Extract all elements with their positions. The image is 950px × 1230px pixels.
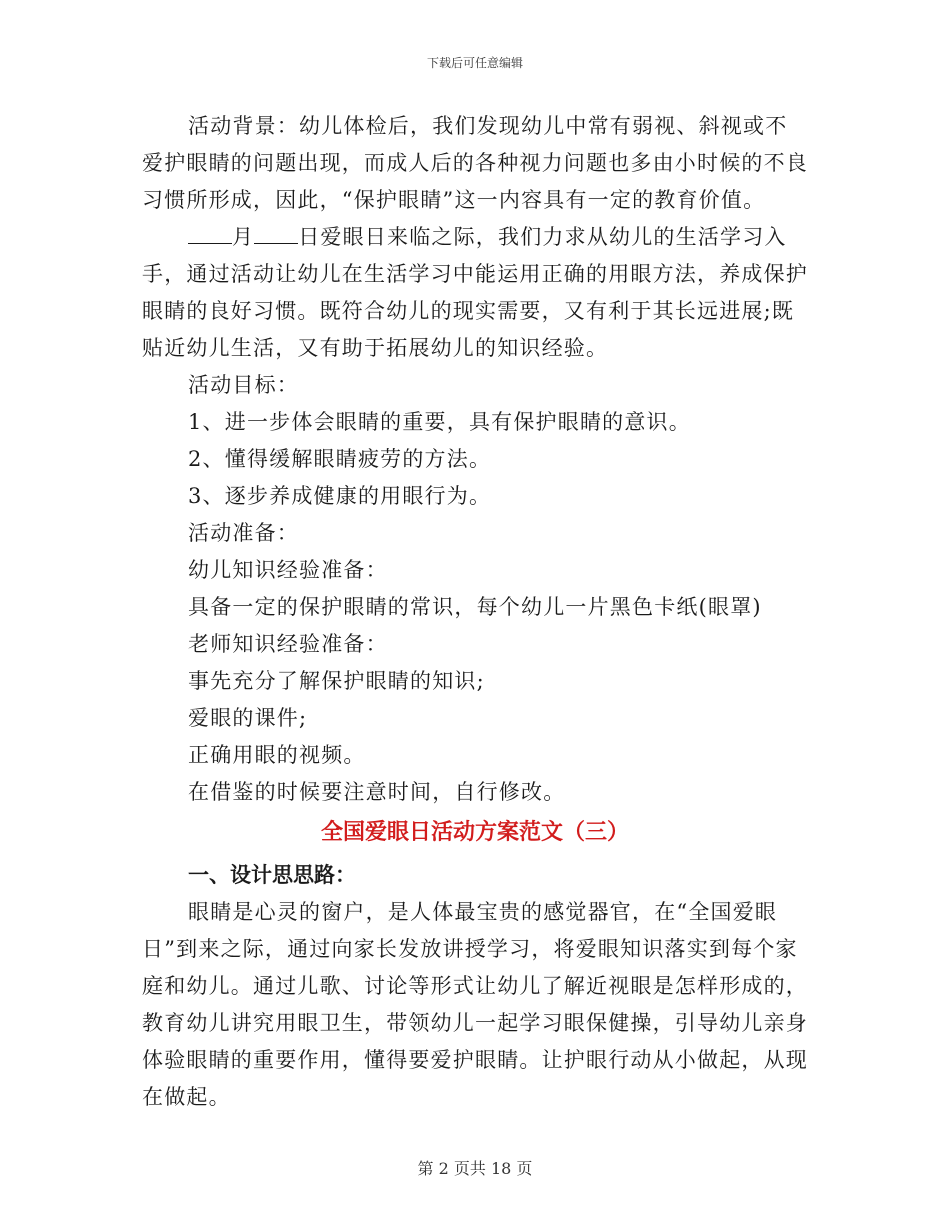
goal-item: 2、懂得缓解眼睛疲劳的方法。: [188, 447, 492, 471]
goals-label: 活动目标：: [188, 373, 299, 397]
teacher-prep-label: 老师知识经验准备：: [188, 632, 388, 656]
teacher-prep-item: 事先充分了解保护眼睛的知识;: [188, 669, 485, 693]
teacher-prep-item: 正确用眼的视频。: [188, 743, 366, 767]
child-prep-text: 具备一定的保护眼睛的常识，每个幼儿一片黑色卡纸(眼罩): [188, 595, 762, 619]
reuse-note: 在借鉴的时候要注意时间，自行修改。: [188, 780, 566, 804]
day-blank: [254, 223, 298, 244]
design-paragraph: 眼睛是心灵的窗户，是人体最宝贵的感觉器官，在“全国爱眼日”到来之际，通过向家长发放讲授学习，将爱眼知识落实到每个家庭和幼儿。通过儿歌、讨论等形式让幼儿了解近视眼是怎样形成的，教育幼儿讲究用眼卫生，带领幼儿一起学习眼保健操，引导幼儿亲身体验眼睛的重要作用，懂得要爱护眼睛。让护眼行动从小做起，从现在做起。: [142, 900, 808, 1109]
prep-label: 活动准备：: [188, 521, 299, 545]
goal-item: 3、逐步养成健康的用眼行为。: [188, 484, 492, 508]
section-title: 全国爱眼日活动方案范文（三）: [320, 820, 629, 845]
design-heading: 一、设计思思路：: [188, 863, 356, 887]
page-header-note: 下载后可任意编辑: [426, 56, 523, 70]
eye-day-paragraph: [142, 219, 808, 367]
teacher-prep-item: 爱眼的课件;: [188, 706, 308, 730]
page-footer: 第 2 页共 18 页: [417, 1159, 533, 1178]
month-label: 月: [232, 225, 255, 249]
child-prep-label: 幼儿知识经验准备：: [188, 558, 388, 582]
goal-item: 1、进一步体会眼睛的重要，具有保护眼睛的意识。: [188, 410, 691, 434]
eye-day-text: 日爱眼日来临之际，我们力求从幼儿的生活学习入手，通过活动让幼儿在生活学习中能运用正确的用眼方法，养成保护眼睛的良好习惯。既符合幼儿的现实需要，又有利于其长远进展;既贴近幼儿生活，又有助于拓展幼儿的知识经验。: [142, 225, 808, 360]
month-blank: [188, 223, 232, 244]
background-paragraph: 活动背景：幼儿体检后，我们发现幼儿中常有弱视、斜视或不爱护眼睛的问题出现，而成人后的各种视力问题也多由小时候的不良习惯所形成，因此，“保护眼睛”这一内容具有一定的教育价值。: [142, 114, 808, 212]
document-body: [142, 108, 808, 1116]
